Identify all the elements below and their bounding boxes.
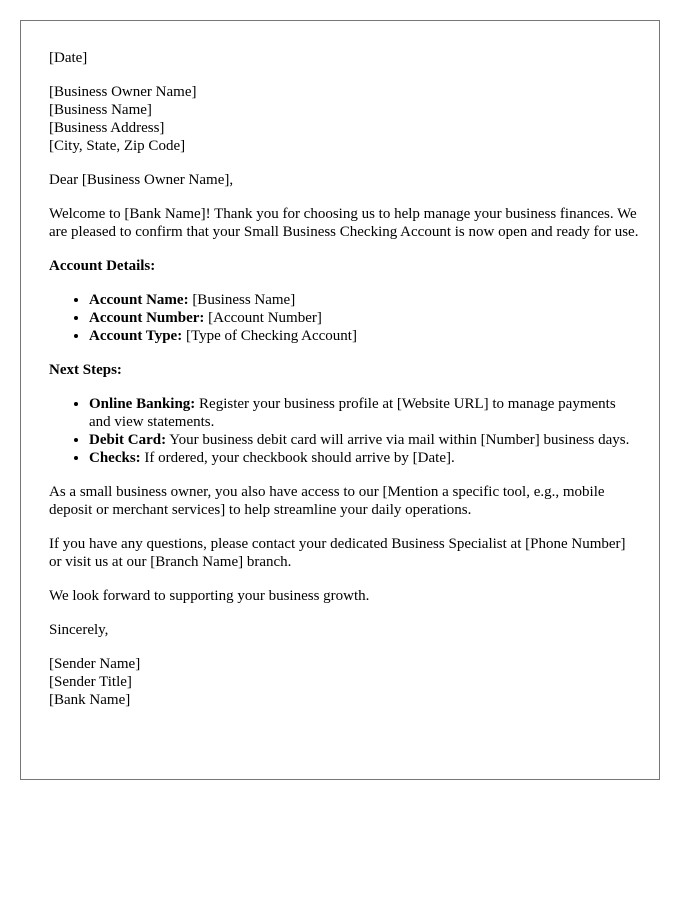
next-steps-item	[89, 395, 639, 431]
salutation: Dear [Business Owner Name],	[49, 172, 234, 188]
account-number-label: Account Number:	[89, 310, 205, 326]
closing-line: We look forward to supporting your business growth.	[49, 588, 370, 604]
online-banking-label: Online Banking:	[89, 396, 196, 412]
checks-label: Checks:	[89, 450, 141, 466]
account-number-value: [Account Number]	[204, 310, 322, 326]
sender-title: [Sender Title]	[49, 674, 132, 690]
sender-bank: [Bank Name]	[49, 692, 131, 708]
next-steps-item	[89, 431, 639, 449]
recipient-name: [Business Owner Name]	[49, 84, 197, 100]
next-steps-heading: Next Steps:	[49, 362, 122, 378]
intro-paragraph: Welcome to [Bank Name]! Thank you for choosing us to help manage your business finances. We are pleased to confirm that your Small Business Checking Account is now open and ready for use.	[49, 206, 639, 240]
account-type-value: [Type of Checking Account]	[182, 328, 357, 344]
next-steps-item	[89, 449, 639, 467]
tools-paragraph: As a small business owner, you also have access to our [Mention a specific tool, e.g., mobile deposit or merchant services] to help streamline your daily operations.	[49, 484, 605, 518]
sign-off: Sincerely,	[49, 622, 109, 638]
account-name-label: Account Name:	[89, 292, 189, 308]
account-details-item	[89, 327, 639, 345]
recipient-city-state-zip: [City, State, Zip Code]	[49, 138, 186, 154]
account-details-item	[89, 309, 639, 327]
letter-date: [Date]	[49, 50, 88, 66]
letter-body	[49, 49, 639, 725]
account-details-item	[89, 291, 639, 309]
next-steps-list	[49, 395, 639, 467]
contact-paragraph: If you have any questions, please contact your dedicated Business Specialist at [Phone Number] or visit us at our [Branch Name] branch.	[49, 536, 626, 570]
recipient-business: [Business Name]	[49, 102, 152, 118]
debit-card-label: Debit Card:	[89, 432, 167, 448]
account-details-list	[49, 291, 639, 345]
account-details-heading: Account Details:	[49, 258, 156, 274]
account-type-label: Account Type:	[89, 328, 183, 344]
recipient-address: [Business Address]	[49, 120, 165, 136]
recipient-address-block	[49, 83, 639, 155]
signature-block	[49, 655, 639, 709]
online-banking-text: Register your business profile at [Website URL] to manage payments and view statements.	[89, 396, 616, 430]
checks-text: If ordered, your checkbook should arrive by [Date].	[140, 450, 455, 466]
debit-card-text: Your business debit card will arrive via mail within [Number] business days.	[166, 432, 630, 448]
sender-name: [Sender Name]	[49, 656, 141, 672]
account-name-value: [Business Name]	[188, 292, 296, 308]
letter-frame	[20, 20, 660, 780]
